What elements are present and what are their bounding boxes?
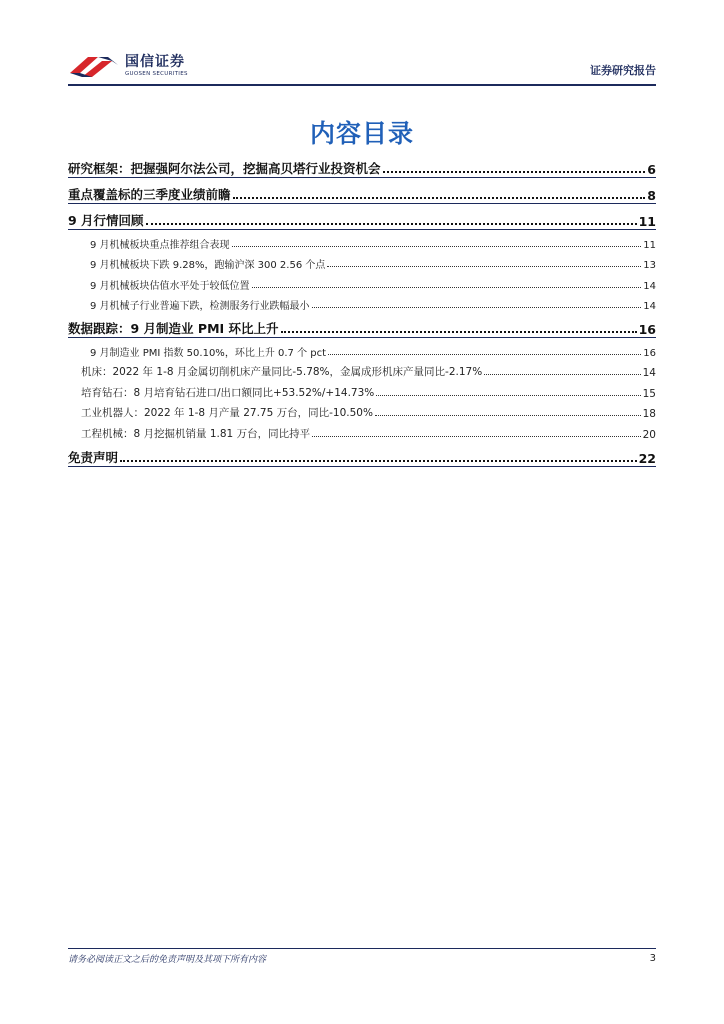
toc-entry-label: 培育钻石：8 月培育钻石进口/出口额同比+53.52%/+14.73% — [81, 386, 375, 399]
toc-entry-label: 数据跟踪：9 月制造业 PMI 环比上升 — [68, 321, 279, 336]
toc-entry-chapter[interactable] — [68, 152, 656, 178]
footer-divider — [68, 948, 656, 949]
toc-leader-dots — [327, 266, 641, 267]
toc-entry-section[interactable] — [68, 400, 656, 421]
toc-entry-label: 工业机器人：2022 年 1-8 月产量 27.75 万台，同比-10.50% — [81, 407, 373, 419]
toc-entry-chapter[interactable] — [68, 312, 656, 338]
toc-entry-section[interactable] — [68, 359, 656, 380]
toc-entry-page: 13 — [643, 260, 656, 271]
table-of-contents — [68, 152, 656, 467]
page-number: 3 — [649, 953, 656, 964]
toc-entry-section[interactable] — [68, 420, 656, 441]
page-header — [68, 48, 656, 84]
toc-entry-section[interactable] — [68, 338, 656, 359]
toc-entry-label: 9 月制造业 PMI 指数 50.10%，环比上升 0.7 个 pct — [90, 347, 327, 359]
toc-leader-dots — [146, 223, 637, 225]
toc-entry-section[interactable] — [68, 379, 656, 400]
guosen-logo-icon — [68, 51, 120, 81]
toc-entry-label: 工程机械：8 月挖掘机销量 1.81 万台，同比持平 — [81, 427, 311, 440]
toc-entry-section[interactable] — [68, 271, 656, 292]
toc-entry-chapter[interactable] — [68, 441, 656, 467]
toc-leader-dots — [375, 415, 641, 416]
toc-leader-dots — [376, 395, 640, 396]
toc-leader-dots — [484, 374, 640, 375]
toc-leader-dots — [312, 307, 642, 308]
toc-entry-label: 机床：2022 年 1-8 月金属切削机床产量同比-5.78%，金属成形机床产量同比-2.17% — [81, 366, 483, 378]
toc-entry-label: 9 月机械板块估值水平处于较低位置 — [90, 280, 250, 292]
toc-entry-page: 18 — [642, 408, 656, 420]
toc-entry-label: 9 月机械板块下跌 9.28%，跑输沪深 300 2.56 个点 — [90, 260, 326, 271]
toc-leader-dots — [281, 331, 637, 333]
toc-entry-page: 14 — [642, 367, 656, 379]
toc-entry-label: 9 月机械板块重点推荐组合表现 — [90, 239, 230, 251]
toc-entry-section[interactable] — [68, 292, 656, 313]
toc-entry-label: 重点覆盖标的三季度业绩前瞻 — [68, 187, 231, 202]
logo-text-cn: 国信证券 — [125, 54, 185, 70]
toc-entry-page: 11 — [638, 214, 656, 229]
toc-entry-page: 16 — [643, 347, 656, 359]
toc-entry-page: 14 — [643, 280, 656, 292]
toc-entry-page: 16 — [638, 322, 656, 337]
toc-entry-page: 20 — [642, 428, 656, 441]
guosen-logo — [68, 48, 188, 84]
toc-leader-dots — [312, 436, 641, 437]
toc-entry-label: 9 月机械子行业普遍下跌，检测服务行业跌幅最小 — [90, 301, 310, 312]
toc-entry-section[interactable] — [68, 230, 656, 251]
toc-entry-page: 22 — [638, 450, 656, 466]
header-divider — [68, 84, 656, 86]
toc-leader-dots — [252, 287, 642, 288]
toc-entry-page: 8 — [647, 188, 656, 203]
toc-entry-label: 9 月行情回顾 — [68, 213, 144, 228]
toc-entry-page: 11 — [643, 239, 656, 251]
toc-leader-dots — [232, 246, 642, 247]
toc-entry-label: 免责声明 — [68, 449, 119, 465]
toc-entry-chapter[interactable] — [68, 204, 656, 230]
toc-entry-page: 6 — [647, 162, 656, 177]
toc-leader-dots — [233, 197, 646, 199]
toc-leader-dots — [383, 171, 646, 173]
toc-entry-page: 14 — [643, 301, 656, 312]
page-title: 内容目录 — [309, 119, 414, 148]
toc-entry-page: 15 — [642, 387, 656, 400]
footer-disclaimer-note: 请务必阅读正文之后的免责声明及其项下所有内容 — [68, 955, 267, 965]
toc-leader-dots — [328, 354, 641, 355]
toc-entry-label: 研究框架：把握强阿尔法公司，挖掘高贝塔行业投资机会 — [68, 161, 381, 176]
logo-text-en: GUOSEN SECURITIES — [125, 71, 188, 77]
toc-leader-dots — [120, 460, 637, 462]
toc-entry-chapter[interactable] — [68, 178, 656, 204]
report-type-label: 证券研究报告 — [590, 64, 656, 77]
toc-entry-section[interactable] — [68, 251, 656, 272]
